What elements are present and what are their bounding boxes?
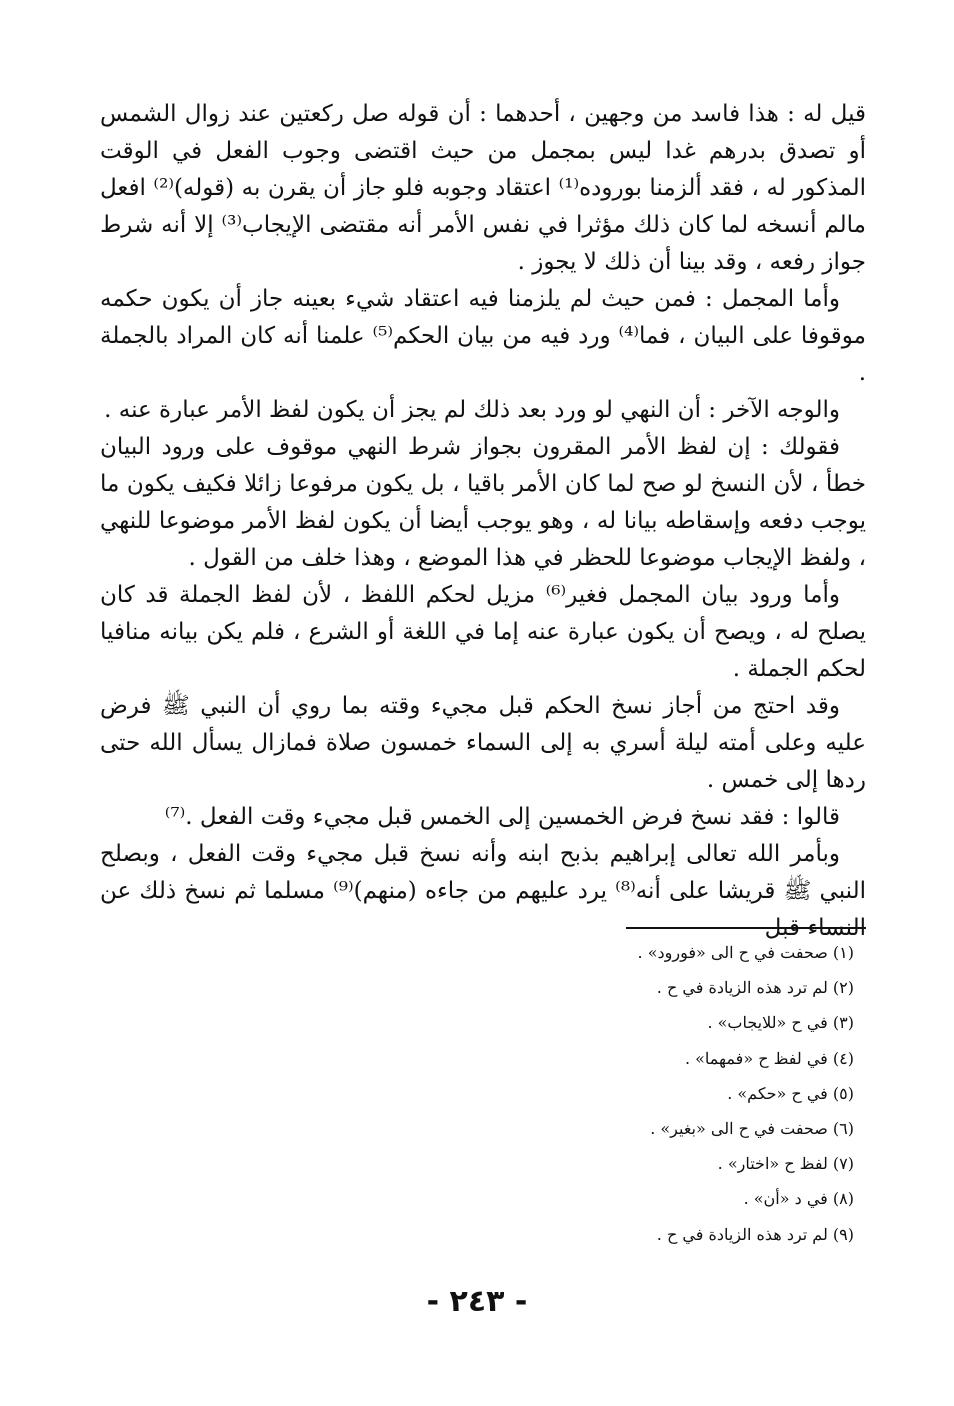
footnote-5: (٥) في ح «حكم» . [727,1083,854,1103]
footnote-2: (٢) لم ترد هذه الزيادة في ح . [656,978,854,998]
paragraph-7: قالوا : فقد نسخ فرض الخمسين إلى الخمس قبل مجيء وقت الفعل .⁽⁷⁾ [164,804,840,830]
paragraph-4: فقولك : إن لفظ الأمر المقرون بجواز شرط النهي موقوف على ورود البيان خطأ ، لأن النسخ لو صح لما كان الأمر باقيا ، بل يكون مرفوعا زائلا فكيف يكون ما يوجب دفعه وإسقاطه بيانا له ، وهو يوجب أيضا أن يكون لفظ الأمر موضوعا للنهي ، ولفظ الإيجاب موضوعا للحظر في هذا الموضع ، وهذا خلف من القول . [100,434,866,571]
paragraph-2: وأما المجمل : فمن حيث لم يلزمنا فيه اعتقاد شيء بعينه جاز أن يكون حكمه موقوفا على البيان ، فما⁽⁴⁾ ورد فيه من بيان الحكم⁽⁵⁾ علمنا أنه كان المراد بالجملة . [100,286,866,386]
footnote-4: (٤) في لفظ ح «فمهما» . [684,1048,854,1068]
paragraph-3: والوجه الآخر : أن النهي لو ورد بعد ذلك لم يجز أن يكون لفظ الأمر عبارة عنه . [104,397,840,423]
paragraph-6: وقد احتج من أجاز نسخ الحكم قبل مجيء وقته بما روي أن النبي ﷺ فرض عليه وعلى أمته ليلة أسري به إلى السماء خمسون صلاة فمازال يسأل الله حتى ردها إلى خمس . [100,693,866,793]
paragraph-1: قيل له : هذا فاسد من وجهين ، أحدهما : أن قوله صل ركعتين عند زوال الشمس أو تصدق بدرهم غدا ليس بمجمل من حيث اقتضى وجوب الفعل في الوقت المذكور له ، فقد ألزمنا بوروده⁽¹⁾ اعتقاد وجوبه فلو جاز أن يقرن به (قوله)⁽²⁾ افعل مالم أنسخه لما كان ذلك مؤثرا في نفس الأمر أنه مقتضى الإيجاب⁽³⁾ إلا أنه شرط جواز رفعه ، وقد بينا أن ذلك لا يجوز . [100,101,867,275]
footnote-divider [626,927,866,929]
main-text-body [100,96,866,947]
footnote-3: (٣) في ح «للايجاب» . [707,1013,854,1033]
footnote-6: (٦) صحفت في ح الى «بغير» . [650,1118,854,1138]
paragraph-8: وبأمر الله تعالى إبراهيم بذبح ابنه وأنه نسخ قبل مجيء وقت الفعل ، وبصلح النبي ﷺ قريشا على أنه⁽⁸⁾ يرد عليهم من جاءه (منهم)⁽⁹⁾ مسلما ثم نسخ ذلك عن النساء قبل [100,841,866,941]
footnotes-list [300,935,854,1252]
page-number: - ٢٤٣ - [426,1284,528,1319]
footnote-1: (١) صحفت في ح الى «فورود» . [637,943,854,962]
footnote-8: (٨) في د «أن» . [743,1189,854,1209]
paragraph-5: وأما ورود بيان المجمل فغير⁽⁶⁾ مزيل لحكم اللفظ ، لأن لفظ الجملة قد كان يصلح له ، ويصح أن يكون عبارة عنه إما في اللغة أو الشرع ، فلم يكن بيانه منافيا لحكم الجملة . [100,582,866,682]
footnote-7: (٧) لفظ ح «اختار» . [717,1154,854,1174]
footnote-9: (٩) لم ترد هذه الزيادة في ح . [656,1224,854,1244]
